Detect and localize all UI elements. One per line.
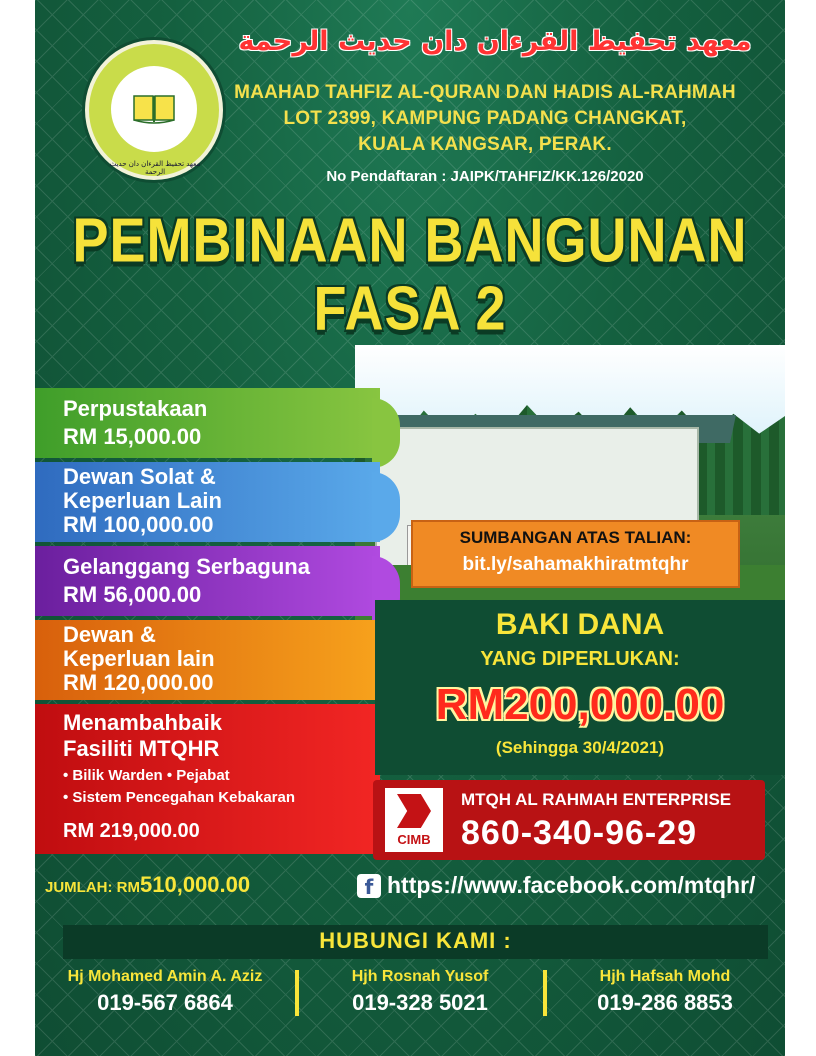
category-dewan-keperluan [35, 620, 380, 700]
category-label: Keperluan Lain [63, 488, 222, 513]
school-logo [85, 40, 223, 180]
category-bullet: • Bilik Warden • Pejabat [63, 767, 230, 784]
facebook-icon: f [357, 874, 381, 898]
online-donation-link[interactable]: bit.ly/sahamakhiratmtqhr [462, 554, 689, 575]
fund-subheading: YANG DIPERLUKAN: [480, 648, 680, 670]
arabic-school-name: معهد تحفيظ القرءان دان حديث الرحمة [238, 26, 752, 57]
quran-book-icon [133, 94, 175, 124]
contact-name: Hjh Rosnah Yusof [351, 968, 489, 985]
contact-name: Hjh Hafsah Mohd [599, 968, 731, 985]
logo-caption: معهد تحفيظ القرءان دان حديث الرحمة [109, 160, 201, 176]
online-donation-label: SUMBANGAN ATAS TALIAN: [459, 528, 692, 547]
online-donation-box [411, 520, 740, 588]
category-amount: RM 100,000.00 [63, 512, 214, 537]
fund-date: (Sehingga 30/4/2021) [495, 738, 665, 757]
cimb-logo-icon [397, 794, 431, 828]
main-title-line-2: FASA 2 [313, 274, 507, 344]
registration-number: No Pendaftaran : JAIPK/TAHFIZ/KK.126/2020 [326, 168, 644, 185]
school-name: MAAHAD TAHFIZ AL-QURAN DAN HADIS AL-RAHMAH [234, 82, 736, 103]
bank-account-panel [373, 780, 765, 860]
category-fasiliti [35, 704, 380, 854]
fund-amount: RM200,000.00 [435, 680, 725, 729]
account-number: 860-340-96-29 [461, 814, 698, 852]
contact-phone[interactable]: 019-567 6864 [97, 990, 233, 1015]
main-title-line-1: PEMBINAAN BANGUNAN [72, 206, 748, 276]
contact-phone[interactable]: 019-286 8853 [597, 990, 733, 1015]
category-dewan-solat [35, 462, 380, 542]
facebook-url[interactable]: https://www.facebook.com/mtqhr/ [387, 872, 756, 898]
contact-person [545, 968, 785, 1016]
account-name: MTQH AL RAHMAH ENTERPRISE [461, 790, 732, 809]
total-label: JUMLAH: RM [45, 879, 140, 896]
total-value: 510,000.00 [140, 872, 251, 897]
contact-person [300, 968, 540, 1016]
cimb-logo-text: CIMB [397, 832, 431, 847]
contact-phone[interactable]: 019-328 5021 [352, 990, 488, 1015]
fund-heading: BAKI DANA [495, 608, 665, 641]
category-perpustakaan [35, 388, 380, 458]
address-line-1: LOT 2399, KAMPUNG PADANG CHANGKAT, [283, 108, 687, 129]
category-bullet: • Sistem Pencegahan Kebakaran [63, 789, 296, 806]
contact-divider [295, 970, 299, 1016]
category-label: Fasiliti MTQHR [63, 736, 220, 761]
category-amount: RM 56,000.00 [63, 582, 202, 607]
category-label: Perpustakaan [63, 396, 208, 421]
logo-inner-circle [111, 66, 197, 152]
category-gelanggang [35, 546, 380, 616]
category-label: Dewan Solat & [63, 464, 216, 489]
contact-name: Hj Mohamed Amin A. Aziz [67, 968, 263, 985]
category-label: Keperluan lain [63, 646, 215, 671]
contact-person [45, 968, 285, 1016]
cimb-logo [385, 788, 443, 852]
poster [35, 0, 785, 1056]
category-amount: RM 120,000.00 [63, 670, 214, 695]
category-amount: RM 15,000.00 [63, 424, 202, 449]
category-label: Dewan & [63, 622, 156, 647]
category-label: Menambahbaik [63, 710, 222, 735]
address-line-2: KUALA KANGSAR, PERAK. [358, 134, 612, 155]
category-amount: RM 219,000.00 [63, 820, 200, 842]
contact-heading: HUBUNGI KAMI : [319, 928, 512, 953]
total-amount [45, 872, 250, 898]
category-label: Gelanggang Serbaguna [63, 554, 310, 579]
